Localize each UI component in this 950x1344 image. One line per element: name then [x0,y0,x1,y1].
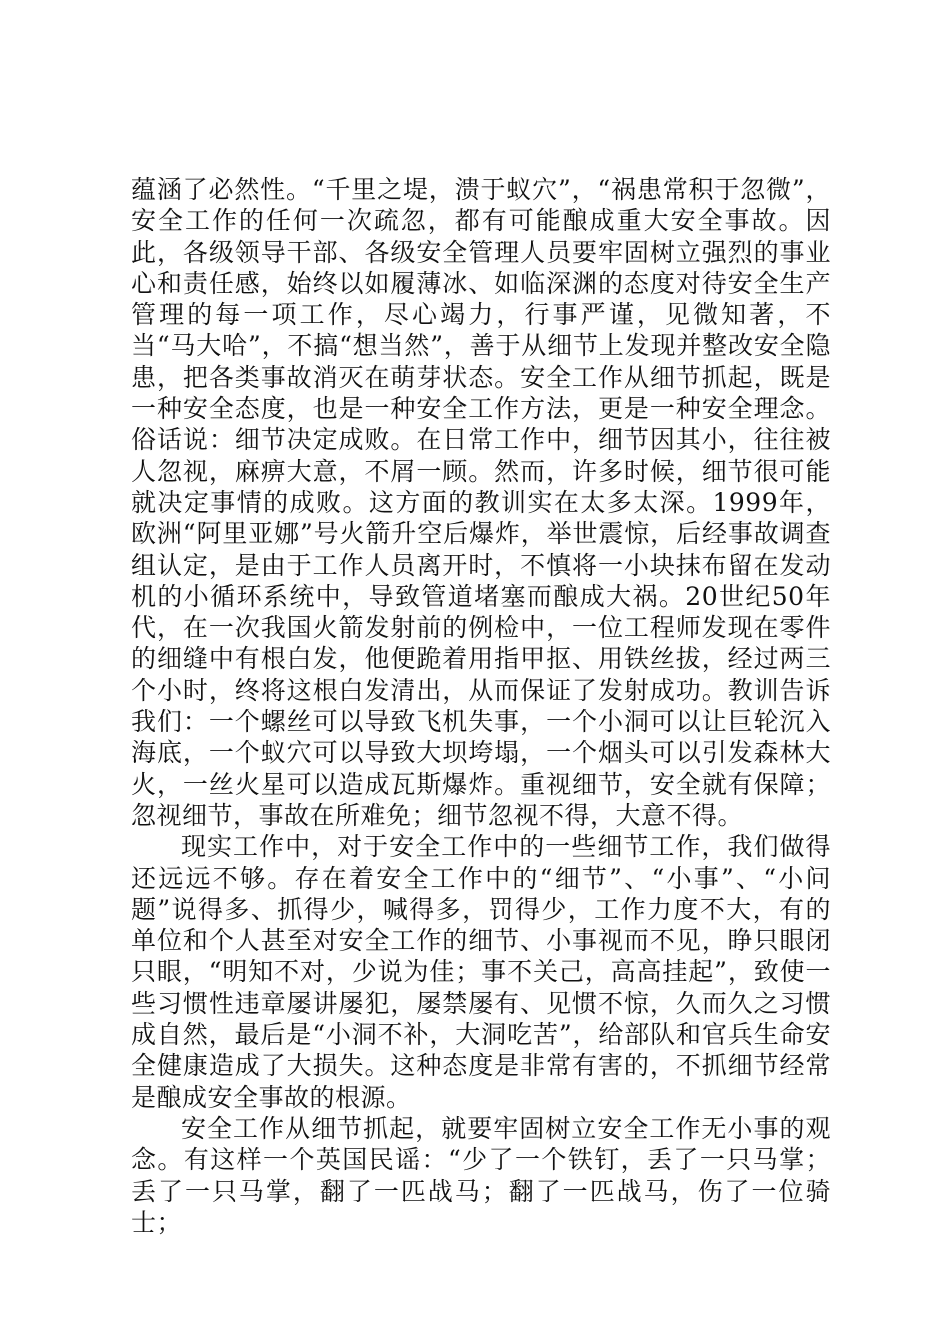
paragraph-safety-concept: 安全工作从细节抓起，就要牢固树立安全工作无小事的观念。有这样一个英国民谣：“少了一个铁钉，丢了一只马掌；丢了一只马掌，翻了一匹战马；翻了一匹战马，伤了一位骑士； [131,1113,831,1237]
document-body [131,174,831,1238]
paragraph-reality: 现实工作中，对于安全工作中的一些细节工作，我们做得还远远不够。存在着安全工作中的“细节”、“小事”、“小问题”说得多、抓得少，喊得多，罚得少，工作力度不大，有的单位和个人甚至对安全工作的细节、小事视而不见，睁只眼闭只眼，“明知不对，少说为佳；事不关己，高高挂起”，致使一些习惯性违章屡讲屡犯，屡禁屡有、见惯不惊，久而久之习惯成自然，最后是“小洞不补，大洞吃苦”，给部队和官兵生命安全健康造成了大损失。这种态度是非常有害的，不抓细节经常是酿成安全事故的根源。 [131,832,831,1112]
paragraph-continuation: 蕴涵了必然性。“千里之堤，溃于蚁穴”，“祸患常积于忽微”，安全工作的任何一次疏忽，都有可能酿成重大安全事故。因此，各级领导干部、各级安全管理人员要牢固树立强烈的事业心和责任感，始终以如履薄冰、如临深渊的态度对待安全生产管理的每一项工作，尽心竭力，行事严谨，见微知著，不当“马大哈”，不搞“想当然”，善于从细节上发现并整改安全隐患，把各类事故消灭在萌芽状态。安全工作从细节抓起，既是一种安全态度，也是一种安全工作方法，更是一种安全理念。俗话说：细节决定成败。在日常工作中，细节因其小，往往被人忽视，麻痹大意，不屑一顾。然而，许多时候，细节很可能就决定事情的成败。这方面的教训实在太多太深。1999年，欧洲“阿里亚娜”号火箭升空后爆炸，举世震惊，后经事故调查组认定，是由于工作人员离开时，不慎将一小块抹布留在发动机的小循环系统中，导致管道堵塞而酿成大祸。20世纪50年代，在一次我国火箭发射前的例检中，一位工程师发现在零件的细缝中有根白发，他便跪着用指甲抠、用铁丝拔，经过两三个小时，终将这根白发清出，从而保证了发射成功。教训告诉我们：一个螺丝可以导致飞机失事，一个小洞可以让巨轮沉入海底，一个蚁穴可以导致大坝垮塌，一个烟头可以引发森林大火，一丝火星可以造成瓦斯爆炸。重视细节，安全就有保障；忽视细节，事故在所难免；细节忽视不得，大意不得。 [131,175,831,830]
